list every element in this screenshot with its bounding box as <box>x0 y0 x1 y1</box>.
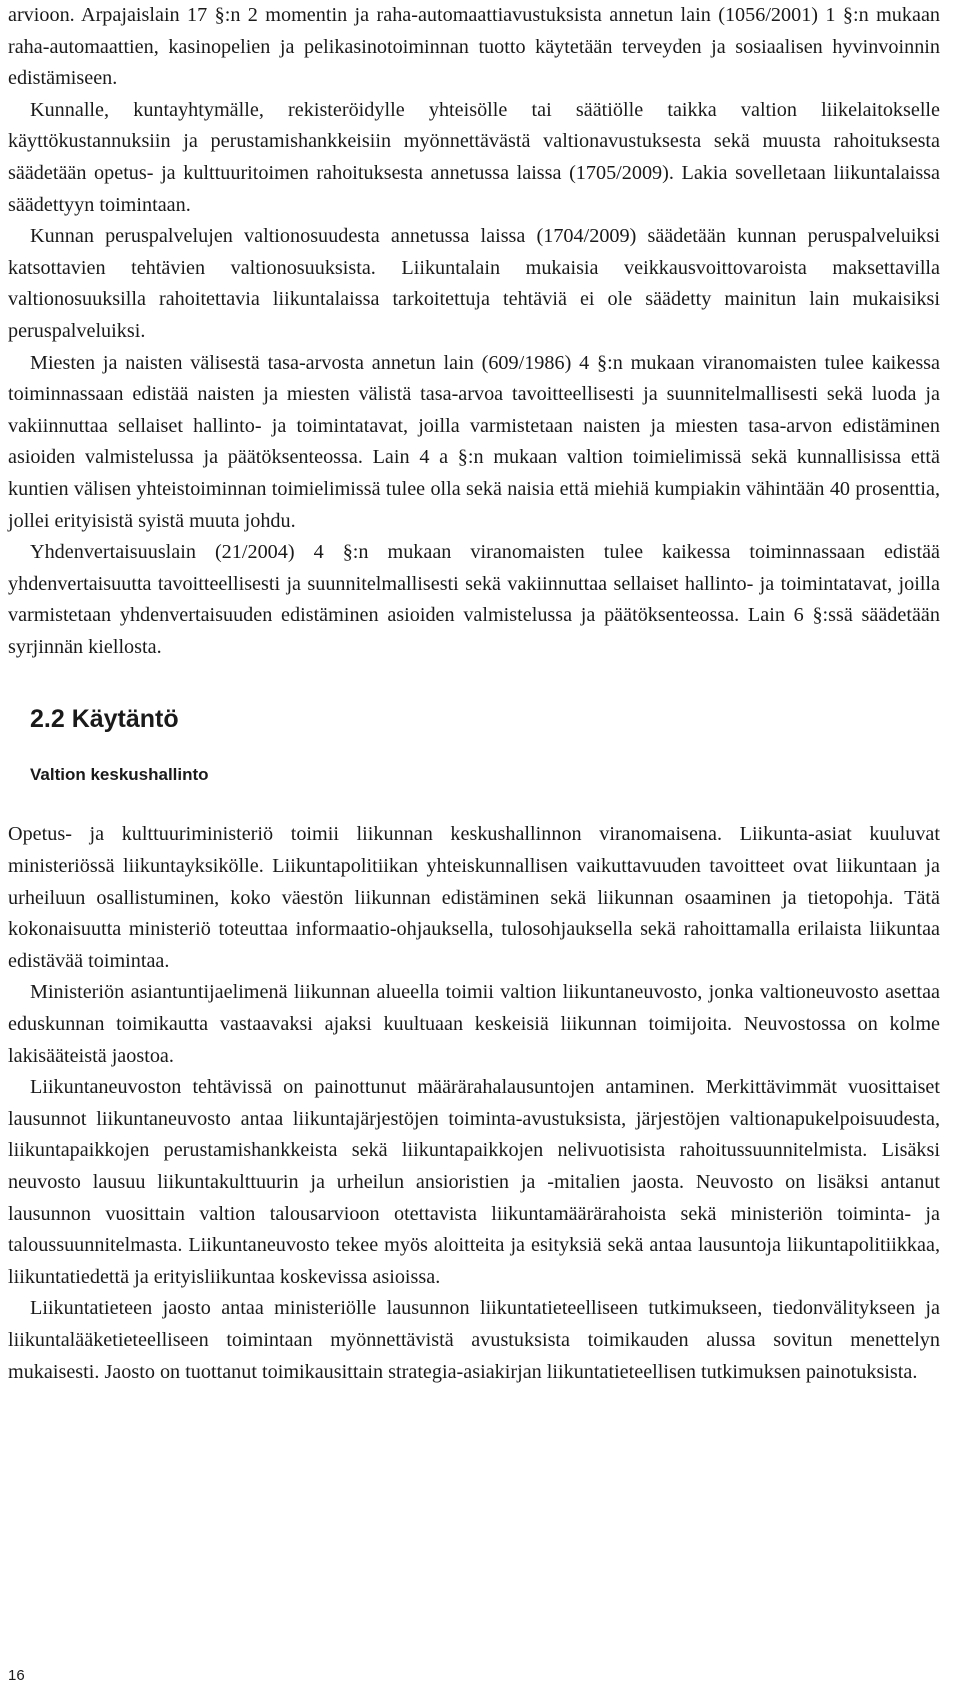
paragraph-ministry: Opetus- ja kulttuuriministeriö toimii liikunnan keskushallinnon viranomaisena. Liikunta-asiat kuuluvat ministeriössä liikuntayksikölle. Liikuntapolitiikan yhteiskunnallisen vaikuttavuuden tavoitteet ovat liikuntaan ja urheiluun osallistuminen, koko väestön liikunnan edistäminen sekä liikunnan osaaminen ja tietopohja. Tätä kokonaisuutta ministeriö toteuttaa informaatio-ohjauksella, tulosohjauksella sekä rahoittamalla erilaista liikuntaa edistävää toimintaa. <box>8 823 940 972</box>
paragraph-science-division: Liikuntatieteen jaosto antaa ministeriölle lausunnon liikuntatieteelliseen tutkimukseen, tiedonvälitykseen ja liikuntalääketieteelliseen toimintaan myönnettävistä avustuksista toimikauden alussa sovitun menettelyn mukaisesti. Jaosto on tuottanut toimikausittain strategia-asiakirjan liikuntatieteellisen tutkimuksen painotuksista. <box>8 1297 940 1383</box>
paragraph-sports-council: Ministeriön asiantuntijaelimenä liikunnan alueella toimii valtion liikuntaneuvosto, jonka valtioneuvosto asettaa eduskunnan toimikautta vastaavaksi ajaksi kuultuaan keskeisiä liikunnan toimijoita. Neuvostossa on kolme lakisääteistä jaostoa. <box>8 981 940 1067</box>
document-page <box>8 0 940 1388</box>
subsection-heading: Valtion keskushallinto <box>30 765 209 785</box>
practice-section <box>8 819 940 1388</box>
paragraph-council-tasks: Liikuntaneuvoston tehtävissä on painottunut määrärahalausuntojen antaminen. Merkittävimmät vuosittaiset lausunnot liikuntaneuvosto antaa liikuntajärjestöjen toiminta-avustuksista, järjestöjen valtionapukelpoisuudesta, liikuntapaikkojen perustamishankkeista sekä liikuntapaikkojen nelivuotisista rahoitussuunnitelmista. Lisäksi neuvosto lausuu liikuntakulttuurin ja urheilun ansioristien ja -mitalien jaosta. Neuvosto on lisäksi antanut lausunnon vuosittain valtion talousarvioon otettavista liikuntamäärärahoista sekä ministeriön toiminta- ja taloussuunnitelmasta. Liikuntaneuvosto tekee myös aloitteita ja esityksiä sekä antaa lausuntoja liikuntapolitiikkaa, liikuntatiedettä ja erityisliikuntaa koskevissa asioissa. <box>8 1076 940 1288</box>
page-number: 16 <box>8 1667 25 1684</box>
paragraph-non-discrimination: Yhdenvertaisuuslain (21/2004) 4 §:n mukaan viranomaisten tulee kaikessa toiminnassaan edistää yhdenvertaisuutta tavoitteellisesti ja suunnitelmallisesti sekä vakiinnuttaa sellaiset hallinto- ja toimintatavat, joilla varmistetaan yhdenvertaisuuden edistäminen asioiden valmistelussa ja päätöksenteossa. Lain 6 §:ssä säädetään syrjinnän kiellosta. <box>8 541 940 658</box>
legal-section <box>8 0 940 663</box>
section-heading: 2.2 Käytäntö <box>30 705 179 734</box>
paragraph-basic-services: Kunnan peruspalvelujen valtionosuudesta annetussa laissa (1704/2009) säädetään kunnan peruspalveluiksi katsottavien tehtävien valtionosuuksista. Liikuntalain mukaisia veikkausvoittovaroista maksettavilla valtionosuuksilla rahoitettavia liikuntalaissa tarkoitettuja tehtäviä ei ole säädetty mainitun lain mukaisiksi peruspalveluiksi. <box>8 225 940 342</box>
paragraph-gender-equality: Miesten ja naisten välisestä tasa-arvosta annetun lain (609/1986) 4 §:n mukaan viranomaisten tulee kaikessa toiminnassaan edistää naisten ja miesten välistä tasa-arvoa tavoitteellisesti ja suunnitelmallisesti sekä luoda ja vakiinnuttaa sellaiset hallinto- ja toimintatavat, joilla varmistetaan naisten ja miesten tasa-arvon edistäminen asioiden valmistelussa ja päätöksenteossa. Lain 4 a §:n mukaan valtion toimielimissä sekä kunnallisissa että kuntien välisen yhteistoiminnan toimielimissä tulee olla sekä naisia että miehiä kumpiakin vähintään 40 prosenttia, jollei erityisistä syistä muuta johdu. <box>8 351 940 532</box>
paragraph-lottery-act: arvioon. Arpajaislain 17 §:n 2 momentin ja raha-automaattiavustuksista annetun lain (1056/2001) 1 §:n mukaan raha-automaattien, kasinopelien ja pelikasinotoiminnan tuotto käytetään terveyden ja sosiaalisen hyvinvoinnin edistämiseen. <box>8 4 940 90</box>
paragraph-funding-act: Kunnalle, kuntayhtymälle, rekisteröidylle yhteisölle tai säätiölle taikka valtion liikelaitokselle käyttökustannuksiin ja perustamishankkeisiin myönnettävästä valtionavustuksesta sekä muusta rahoituksesta säädetään opetus- ja kulttuuritoimen rahoituksesta annetussa laissa (1705/2009). Lakia sovelletaan liikuntalaissa säädettyyn toimintaan. <box>8 98 940 216</box>
